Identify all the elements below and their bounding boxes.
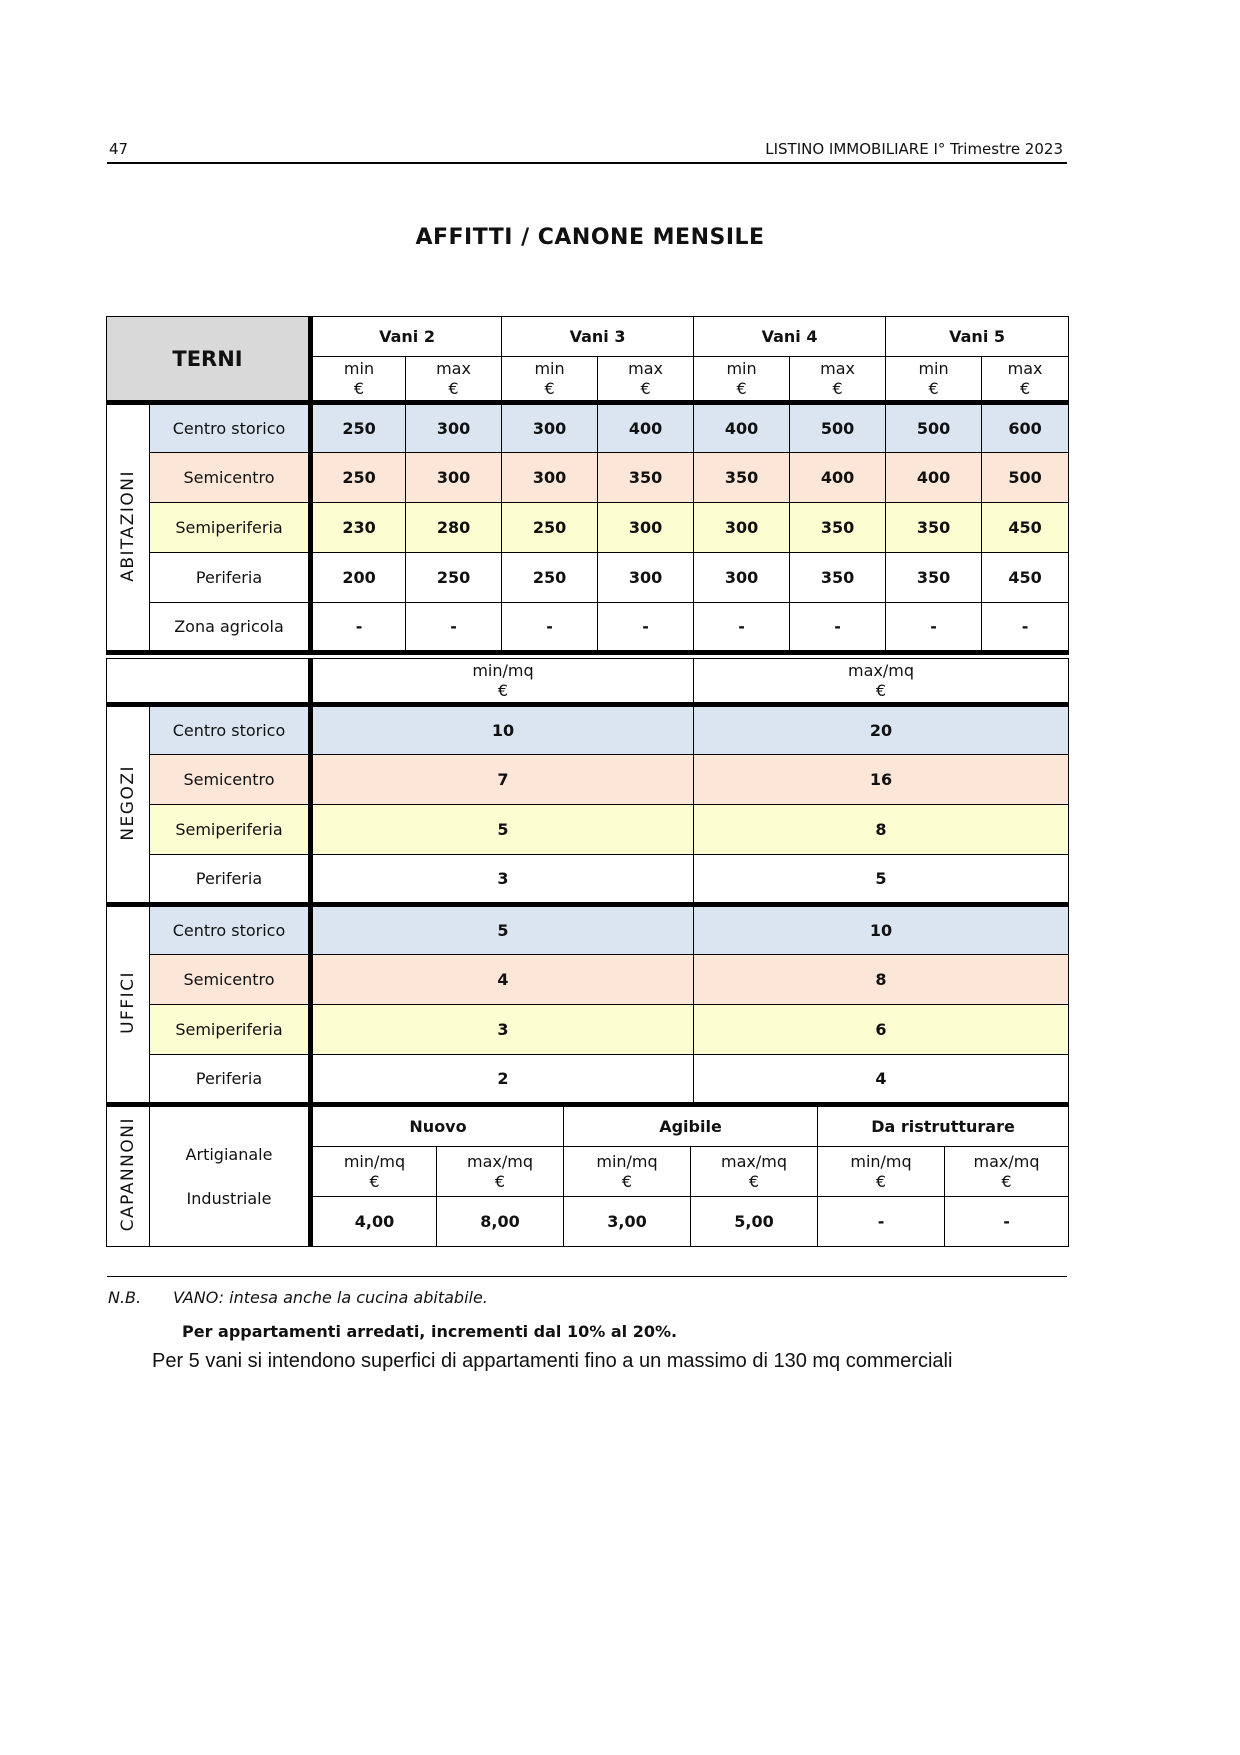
min-header: min €: [311, 357, 406, 403]
value-cell: 350: [886, 503, 982, 553]
min-header: min €: [502, 357, 598, 403]
value-cell: -: [790, 603, 886, 653]
zone-label: Semiperiferia: [150, 805, 311, 855]
value-cell: 5: [694, 855, 1069, 905]
value-cell: 250: [502, 553, 598, 603]
value-cell: 20: [694, 705, 1069, 755]
value-cell: 350: [886, 553, 982, 603]
min-header: min €: [694, 357, 790, 403]
nb-note: [108, 1288, 488, 1307]
value-cell: -: [945, 1197, 1069, 1247]
value-cell: 300: [406, 403, 502, 453]
value-cell: 350: [790, 553, 886, 603]
value-cell: 500: [982, 453, 1069, 503]
value-cell: 8,00: [437, 1197, 564, 1247]
value-cell: 16: [694, 755, 1069, 805]
value-cell: 600: [982, 403, 1069, 453]
value-cell: 250: [502, 503, 598, 553]
zone-label: Centro storico: [150, 705, 311, 755]
col-header-vani2: Vani 2: [311, 317, 502, 357]
col-header-da-ristrutturare: Da ristrutturare: [818, 1107, 1069, 1147]
max-header: max €: [406, 357, 502, 403]
page-header: [107, 140, 1067, 164]
value-cell: -: [502, 603, 598, 653]
nb-text: VANO: intesa anche la cucina abitabile.: [173, 1288, 488, 1307]
min-header: min €: [886, 357, 982, 403]
value-cell: 300: [694, 553, 790, 603]
value-cell: 250: [406, 553, 502, 603]
value-cell: 5: [311, 905, 694, 955]
city-label: TERNI: [172, 346, 243, 371]
value-cell: 450: [982, 553, 1069, 603]
value-cell: 300: [406, 453, 502, 503]
value-cell: 450: [982, 503, 1069, 553]
value-cell: 7: [311, 755, 694, 805]
value-cell: 5: [311, 805, 694, 855]
page-title: AFFITTI / CANONE MENSILE: [415, 225, 765, 250]
capannoni-table: [106, 1106, 1069, 1247]
value-cell: 6: [694, 1005, 1069, 1055]
type-artigianale: Artigianale: [185, 1144, 273, 1164]
max-mq-header: max/mq €: [437, 1147, 564, 1197]
max-mq-header: max/mq €: [694, 659, 1069, 705]
max-header: max €: [982, 357, 1069, 403]
value-cell: 3: [311, 1005, 694, 1055]
value-cell: 300: [694, 503, 790, 553]
min-mq-header: min/mq €: [564, 1147, 691, 1197]
value-cell: -: [982, 603, 1069, 653]
value-cell: 350: [598, 453, 694, 503]
value-cell: 300: [598, 553, 694, 603]
value-cell: 3,00: [564, 1197, 691, 1247]
zone-label: Semiperiferia: [150, 503, 311, 553]
zone-label: Semicentro: [150, 755, 311, 805]
value-cell: -: [694, 603, 790, 653]
col-header-vani4: Vani 4: [694, 317, 886, 357]
value-cell: 300: [598, 503, 694, 553]
max-mq-header: max/mq €: [691, 1147, 818, 1197]
value-cell: 10: [694, 905, 1069, 955]
min-mq-header: min/mq €: [311, 659, 694, 705]
value-cell: 230: [311, 503, 406, 553]
zone-label: Centro storico: [150, 403, 311, 453]
value-cell: -: [406, 603, 502, 653]
document-title: LISTINO IMMOBILIARE I° Trimestre 2023: [765, 140, 1063, 158]
value-cell: 3: [311, 855, 694, 905]
zone-label: Semicentro: [150, 955, 311, 1005]
value-cell: 400: [790, 453, 886, 503]
page-number: 47: [109, 140, 129, 158]
zone-label: Periferia: [150, 553, 311, 603]
value-cell: 2: [311, 1055, 694, 1105]
value-cell: 300: [502, 453, 598, 503]
min-mq-header: min/mq €: [818, 1147, 945, 1197]
max-mq-header: max/mq €: [945, 1147, 1069, 1197]
max-header: max €: [790, 357, 886, 403]
vani5-note: Per 5 vani si intendono superfici di appartamenti fino a un massimo di 130 mq commerciali: [152, 1350, 953, 1372]
value-cell: 400: [598, 403, 694, 453]
value-cell: 350: [790, 503, 886, 553]
value-cell: -: [311, 603, 406, 653]
type-industriale: Industriale: [186, 1188, 272, 1208]
value-cell: 8: [694, 955, 1069, 1005]
value-cell: 400: [694, 403, 790, 453]
zone-label: Periferia: [150, 855, 311, 905]
col-header-vani3: Vani 3: [502, 317, 694, 357]
col-header-agibile: Agibile: [564, 1107, 818, 1147]
value-cell: -: [598, 603, 694, 653]
max-header: max €: [598, 357, 694, 403]
zone-label: Periferia: [150, 1055, 311, 1105]
min-mq-header: min/mq €: [311, 1147, 437, 1197]
abitazioni-table: [106, 316, 1069, 655]
value-cell: 4: [694, 1055, 1069, 1105]
value-cell: 10: [311, 705, 694, 755]
footer-divider: [107, 1276, 1067, 1277]
value-cell: 4: [311, 955, 694, 1005]
value-cell: 200: [311, 553, 406, 603]
value-cell: 8: [694, 805, 1069, 855]
value-cell: 350: [694, 453, 790, 503]
zone-label: Zona agricola: [150, 603, 311, 653]
value-cell: 250: [311, 403, 406, 453]
zone-label: Semicentro: [150, 453, 311, 503]
abitazioni-section-label: ABITAZIONI: [107, 403, 150, 653]
col-header-vani5: Vani 5: [886, 317, 1069, 357]
value-cell: 500: [790, 403, 886, 453]
zone-label: Semiperiferia: [150, 1005, 311, 1055]
col-header-nuovo: Nuovo: [311, 1107, 564, 1147]
zone-label: Centro storico: [150, 905, 311, 955]
arredati-note: Per appartamenti arredati, incrementi dal 10% al 20%.: [182, 1322, 678, 1341]
value-cell: 400: [886, 453, 982, 503]
value-cell: 5,00: [691, 1197, 818, 1247]
capannoni-types: [150, 1107, 311, 1247]
value-cell: -: [818, 1197, 945, 1247]
city-cell: [107, 317, 311, 403]
empty-header-cell: [107, 659, 311, 705]
value-cell: 4,00: [311, 1197, 437, 1247]
value-cell: 250: [311, 453, 406, 503]
value-cell: 300: [502, 403, 598, 453]
negozi-section-label: NEGOZI: [107, 705, 150, 905]
value-cell: 500: [886, 403, 982, 453]
value-cell: 280: [406, 503, 502, 553]
capannoni-section-label: CAPANNONI: [107, 1107, 150, 1247]
uffici-section-label: UFFICI: [107, 905, 150, 1105]
value-cell: -: [886, 603, 982, 653]
negozi-uffici-table: [106, 658, 1069, 1107]
nb-label: N.B.: [108, 1288, 142, 1307]
